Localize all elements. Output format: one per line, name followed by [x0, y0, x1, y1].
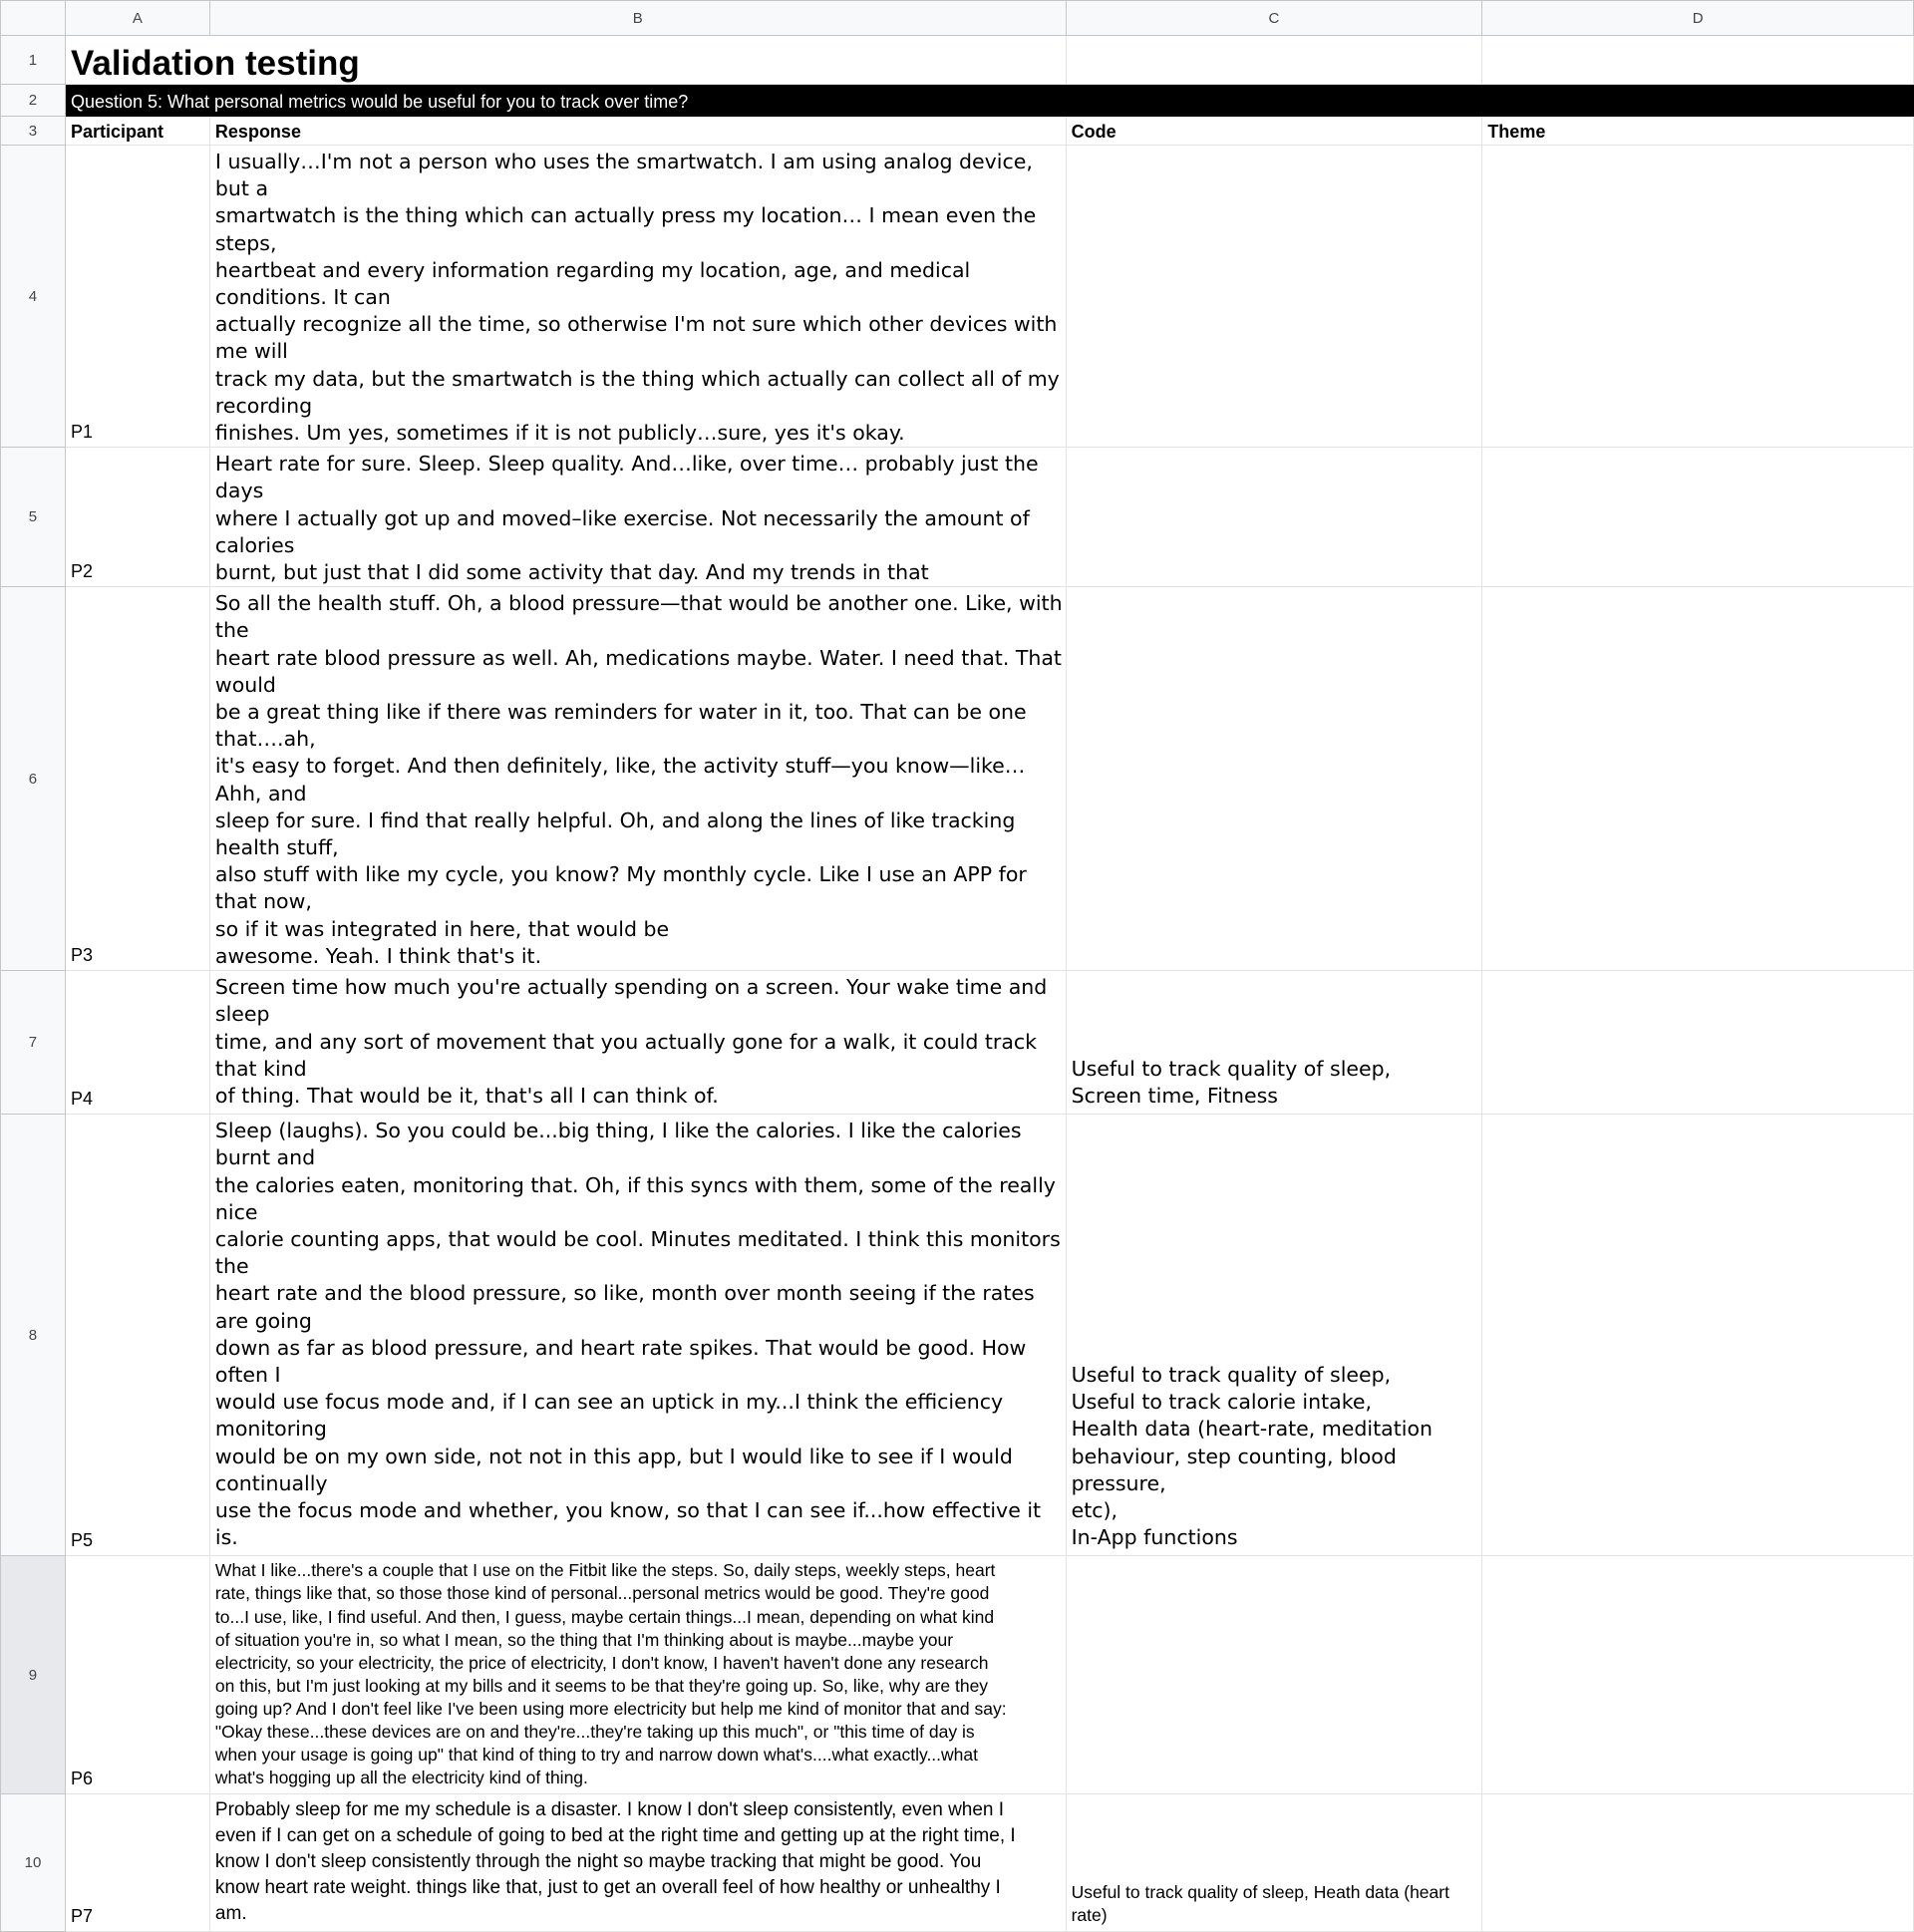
header-participant[interactable]: Participant [65, 117, 209, 146]
theme-cell[interactable] [1482, 971, 1914, 1115]
sheet-title[interactable]: Validation testing [65, 36, 1066, 85]
select-all-corner[interactable] [1, 1, 66, 36]
code-cell[interactable] [1066, 587, 1482, 971]
row-header-6[interactable]: 6 [1, 587, 66, 971]
theme-cell[interactable] [1482, 1556, 1914, 1794]
response-cell[interactable]: I usually…I'm not a person who uses the smartwatch. I am using analog device, but a smartwatch is the thing which can actually press my location… I mean even the steps, heartbeat and every information regarding my location, age, and medical conditions. It can actually recognize all the time, so otherwise I'm not sure which other devices with me will track my data, but the smartwatch is the thing which actually can collect all of my recording finishes. Um yes, sometimes if it is not publicly…sure, yes it's okay. [209, 146, 1066, 448]
participant-cell[interactable]: P5 [65, 1115, 209, 1556]
question-cell[interactable]: Question 5: What personal metrics would be useful for you to track over time? [65, 85, 1066, 117]
header-response[interactable]: Response [209, 117, 1066, 146]
code-cell[interactable]: Useful to track quality of sleep, Screen time, Fitness [1066, 971, 1482, 1115]
response-cell[interactable]: Probably sleep for me my schedule is a disaster. I know I don't sleep consistently, even when I even if I can get on a schedule of going to bed at the right time and getting up at the right time, I know I don't sleep consistently through the night so maybe tracking that might be good. You know heart rate weight. things like that, just to get an overall feel of how healthy or unhealthy I am. [209, 1794, 1066, 1932]
response-cell[interactable]: Sleep (laughs). So you could be...big thing, I like the calories. I like the calories burnt and the calories eaten, monitoring that. Oh, if this syncs with them, some of the really nice calorie counting apps, that would be cool. Minutes meditated. I think this monitors the heart rate and the blood pressure, so like, month over month seeing if the rates are going down as far as blood pressure, and heart rate spikes. That would be good. How often I would use focus mode and, if I can see an uptick in my...I think the efficiency monitoring would be on my own side, not not in this app, but I would like to see if I would continually use the focus mode and whether, you know, so that I can see if...how effective it is. [209, 1115, 1066, 1556]
column-header-d[interactable]: D [1482, 1, 1914, 36]
theme-cell[interactable] [1482, 448, 1914, 587]
row-header-5[interactable]: 5 [1, 448, 66, 587]
participant-cell[interactable]: P7 [65, 1794, 209, 1932]
theme-cell[interactable] [1482, 1794, 1914, 1932]
row-header-1[interactable]: 1 [1, 36, 66, 85]
column-header-c[interactable]: C [1066, 1, 1482, 36]
cell-d1[interactable] [1482, 36, 1914, 85]
cell-d2[interactable] [1482, 85, 1914, 117]
column-header-a[interactable]: A [65, 1, 209, 36]
cell-c1[interactable] [1066, 36, 1482, 85]
response-cell[interactable]: Heart rate for sure. Sleep. Sleep quality. And…like, over time… probably just the days where I actually got up and moved–like exercise. Not necessarily the amount of calories burnt, but just that I did some activity that day. And my trends in that [209, 448, 1066, 587]
theme-cell[interactable] [1482, 1115, 1914, 1556]
code-cell[interactable] [1066, 1556, 1482, 1794]
row-header-7[interactable]: 7 [1, 971, 66, 1115]
theme-cell[interactable] [1482, 587, 1914, 971]
row-header-9[interactable]: 9 [1, 1556, 66, 1794]
participant-cell[interactable]: P2 [65, 448, 209, 587]
row-header-8[interactable]: 8 [1, 1115, 66, 1556]
participant-cell[interactable]: P6 [65, 1556, 209, 1794]
response-cell[interactable]: Screen time how much you're actually spending on a screen. Your wake time and sleep time, and any sort of movement that you actually gone for a walk, it could track that kind of thing. That would be it, that's all I can think of. [209, 971, 1066, 1115]
participant-cell[interactable]: P1 [65, 146, 209, 448]
code-cell[interactable]: Useful to track quality of sleep, Heath data (heart rate) [1066, 1794, 1482, 1932]
code-cell[interactable]: Useful to track quality of sleep, Useful to track calorie intake, Health data (heart-rate, meditation behaviour, step counting, blood pressure, etc), In-App functions [1066, 1115, 1482, 1556]
participant-cell[interactable]: P4 [65, 971, 209, 1115]
header-theme[interactable]: Theme [1482, 117, 1914, 146]
response-cell[interactable]: So all the health stuff. Oh, a blood pressure—that would be another one. Like, with the heart rate blood pressure as well. Ah, medications maybe. Water. I need that. That would be a great thing like if there was reminders for water in it, too. That can be one that….ah, it's easy to forget. And then definitely, like, the activity stuff—you know—like…Ahh, and sleep for sure. I find that really helpful. Oh, and along the lines of like tracking health stuff, also stuff with like my cycle, you know? My monthly cycle. Like I use an APP for that now, so if it was integrated in here, that would be awesome. Yeah. I think that's it. [209, 587, 1066, 971]
row-header-10[interactable]: 10 [1, 1794, 66, 1932]
code-cell[interactable] [1066, 146, 1482, 448]
cell-c2[interactable] [1066, 85, 1482, 117]
theme-cell[interactable] [1482, 146, 1914, 448]
row-header-3[interactable]: 3 [1, 117, 66, 146]
code-cell[interactable] [1066, 448, 1482, 587]
participant-cell[interactable]: P3 [65, 587, 209, 971]
row-header-2[interactable]: 2 [1, 85, 66, 117]
response-cell[interactable]: What I like...there's a couple that I use on the Fitbit like the steps. So, daily steps, weekly steps, heart rate, things like that, so those those kind of personal...personal metrics would be good. They're good to...I use, like, I find useful. And then, I guess, maybe certain things...I mean, depending on what kind of situation you're in, so what I mean, so the thing that I'm thinking about is maybe...maybe your electricity, so your electricity, the price of electricity, I don't know, I haven't haven't done any research on this, but I'm just looking at my bills and it seems to be that they're going up. So, like, why are they going up? And I don't feel like I've been using more electricity but help me kind of monitor that and say: "Okay these...these devices are on and they're...they're taking up this much", or "this time of day is when your usage is going up" that kind of thing to try and narrow down what's....what exactly...what what's hogging up all the electricity kind of thing. [209, 1556, 1066, 1794]
row-header-4[interactable]: 4 [1, 146, 66, 448]
column-header-b[interactable]: B [209, 1, 1066, 36]
header-code[interactable]: Code [1066, 117, 1482, 146]
